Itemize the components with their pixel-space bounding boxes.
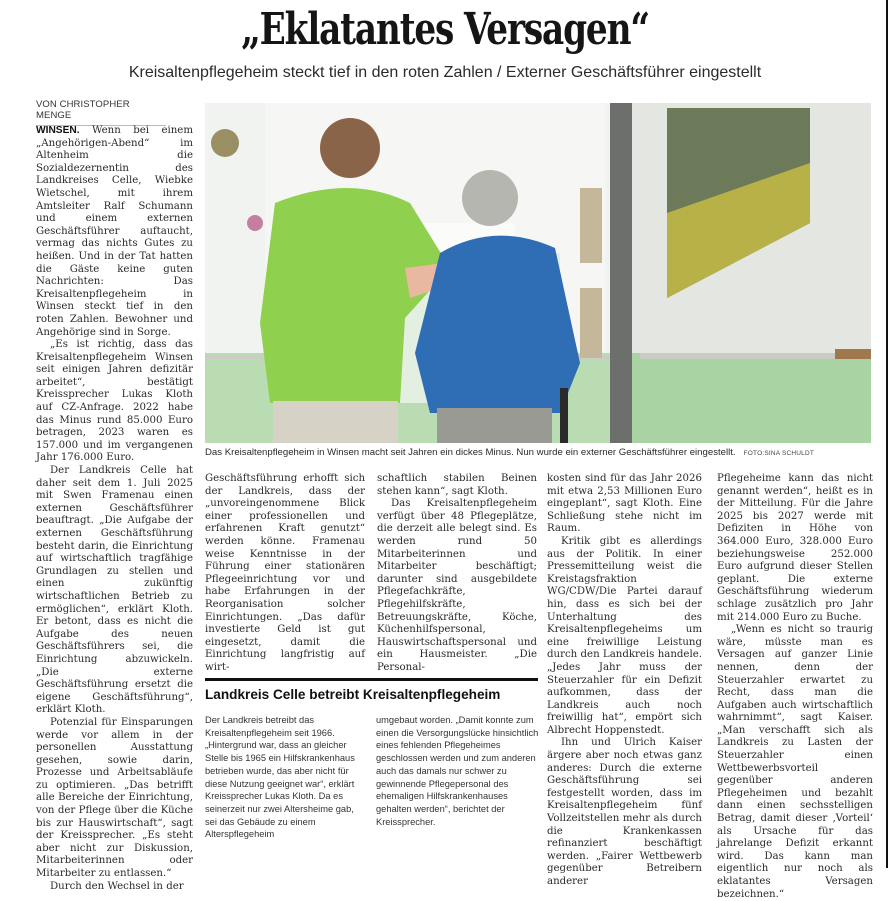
walker <box>560 388 568 443</box>
dateline: WINSEN. <box>36 125 80 136</box>
paragraph: kosten sind für das Jahr 2026 mit etwa 2,53 Millionen Euro eingeplant“, sagt Kloth. Eine Schließung stehe nicht im Raum. <box>547 473 702 535</box>
paragraph: Ihn und Ulrich Kaiser ärgere aber noch etwas ganz anderes: Durch die externe Geschäftsführung sei festgestellt worden, dass im Kreisaltenpflegeheim fünf Vollzeitstellen mehr als durch die Krankenkassen refinanziert beschäftigt werden. „Fairer Wettbewerb gegenüber Betreibern anderer <box>547 737 702 887</box>
paragraph: Der Landkreis betreibt das Kreisaltenpflegeheim seit 1966. „Hintergrund war, dass an gleicher Stelle bis 1965 ein Hilfskrankenhaus betrieben wurde, das aber nicht für diese Nutzung geeignet war“, erklärt Kreissprecher Lukas Kloth. Da es seinerzeit nur zwei Altersheime gab, sei das Gebäude zu einem Alterspflegeheim <box>205 715 355 840</box>
paragraph: „Wenn es nicht so traurig wäre, müsste man es Versagen auf ganzer Linie nennen, denn der Steuerzahler erwartet zu Recht, dass man die Aufgaben auch wirtschaftlich wahrnimmt“, sagt Kaiser. „Man verschafft sich als Landkreis zu Lasten der Steuerzahler einen Wettbewerbsvorteil gegenüber anderen Pflegeheimen und bezahlt dann einen sechsstelligen Betrag, damit dieser ‚Vorteil‘ als Ursache für das jahrelange Defizit erkannt wird. Das kann man eigentlich nur noch als eklatantes Versagen bezeichnen.“ <box>717 624 873 900</box>
nurse-head <box>320 118 380 178</box>
paragraph: Kritik gibt es allerdings aus der Politik. In einer Pressemitteilung weist die Kreistagsfraktion WG/CDW/Die Partei darauf hin, dass es sich bei der Unterhaltung des Kreisaltenpflegeheims um eine freiwillige Leistung durch den Landkreis handele. „Jedes Jahr muss der Steuerzahler für ein Defizit aufkommen, dass der Landkreis auch noch freiwillig hat“, empört sich Albrecht Hoppenstedt. <box>547 535 702 736</box>
resident-head <box>462 170 518 226</box>
article-column-3 <box>377 473 537 675</box>
paragraph: „Es ist richtig, dass das Kreisaltenpflegeheim Winsen seit einigen Jahren defizitär arbeitet“, bestätigt Kreissprecher Lukas Kloth auf CZ-Anfrage. 2022 habe das Minus rund 85.000 Euro betragen, 2023 waren es 157.000 und im vergangenen Jahr 176.000 Euro. <box>36 339 193 464</box>
headline: „Eklatantes Versagen“ <box>241 4 649 55</box>
photo-illustration <box>205 103 871 443</box>
article-column-1 <box>36 125 193 893</box>
infobox-column-2 <box>376 714 540 828</box>
door-frame <box>610 103 632 443</box>
paragraph: Durch den Wechsel in der <box>50 880 184 892</box>
infobox-title: Landkreis Celle betreibt Kreisaltenpflegeheim <box>205 687 501 702</box>
page-edge-rule <box>886 0 888 868</box>
paragraph: schaftlich stabilen Beinen stehen kann“, sagt Kloth. <box>377 473 537 497</box>
article-column-5 <box>717 473 873 901</box>
photo-caption <box>205 446 871 460</box>
infobox-column-1 <box>205 714 367 841</box>
resident-sweater <box>415 236 580 413</box>
paragraph: Geschäftsführung erhofft sich der Landkreis, dass der „unvoreingenommene Blick einer professionellen und erfahrenen Kraft genutzt“ werden könne. Framenau weise Kenntnisse in der Führung einer stationären Pflegeeinrichtung vor und habe Erfahrungen in der Reorganisation solcher Einrichtungen. „Das dafür investierte Geld ist gut eingesetzt, damit die Einrichtung langfristig auf wirt- <box>205 473 365 673</box>
paragraph: Pflegeheime kann das nicht genannt werden“, heißt es in der Mitteilung. Für die Jahre 2025 bis 2027 werde mit Defiziten in Höhe von 364.000 Euro, 328.000 Euro beziehungsweise 252.000 Euro aufgrund dieser Stellen geplant. Die externe Geschäftsführung wiederum schlage zusätzlich pro Jahr mit 214.000 Euro zu Buche. <box>717 473 873 623</box>
paragraph: Der Landkreis Celle hat daher seit dem 1. Juli 2025 mit Swen Framenau einen externen Geschäftsführer beauftragt. „Die Aufgabe der externen Geschäftsführung besteht darin, die Einrichtung auf wirtschaftlich tragfähige Grundlagen zu stellen und einen zukünftig wirtschaftlichen Betrieb zu ermöglichen“, erklärt Kloth. Er betont, dass es nicht die Aufgabe des neuen Geschäftsführers sei, die Einrichtung abzuwickeln. „Die externe Geschäftsführung ersetzt die eigene Geschäftsführung“, erklärt Kloth. <box>36 465 193 716</box>
paragraph: umgebaut worden. „Damit konnte zum einen die Versorgungslücke hinsichtlich eines fehlenden Pflegeheimes geschlossen werden und zum anderen auch das damals nur schwer zu gewinnende Pflegepersonal des ehemaligen Hilfskrankenhauses gehalten werden“, berichtet der Kreissprecher. <box>376 715 539 827</box>
caption-text: Das Kreisaltenpflegeheim in Winsen macht seit Jahren ein dickes Minus. Nun wurde ein externer Geschäftsführer eingestellt. <box>205 447 736 458</box>
photo-credit: FOTO:SINA SCHULDT <box>743 450 815 457</box>
paragraph <box>36 125 193 339</box>
article-column-4 <box>547 473 702 889</box>
article-photo <box>205 103 871 443</box>
infobox-rule <box>205 678 538 681</box>
paragraph: Das Kreisaltenpflegeheim verfügt über 48 Pflegeplätze, die derzeit alle belegt sind. Es werden rund 50 Mitarbeiterinnen und Mitarbeiter beschäftigt; darunter sind ausgebildete Pflegefachkräfte, Pflegehilfskräfte, Betreuungskräfte, Köche, Küchenhilfspersonal, Hauswirtschaftspersonal und ein Hausmeister. „Die Personal- <box>377 498 537 673</box>
subheadline: Kreisaltenpflegeheim steckt tief in den roten Zahlen / Externer Geschäftsführer eingestellt <box>128 64 762 81</box>
article-column-2 <box>205 473 365 675</box>
paragraph: Potenzial für Einsparungen werde vor allem in der personellen Ausstattung gesehen, sowie darin, Prozesse und Arbeitsabläufe zu optimieren. „Das betrifft alle Bereiche der Einrichtung, von der Pflege über die Küche bis zur Hauswirtschaft“, sagt der Kreissprecher. „Es steht aber nicht zur Diskussion, Mitarbeiterinnen oder Mitarbeiter zu entlassen.“ <box>36 716 193 880</box>
byline: VON CHRISTOPHER MENGE <box>36 99 166 126</box>
paragraph-text: Wenn bei einem „Angehörigen-Abend“ im Altenheim die Sozialdezernentin des Landkreises Celle, Wiebke Wietschel, mit ihrem Amtsleiter Ralf Schumann und einem externen Geschäftsführer auftaucht, vermag das nichts Gutes zu heißen. Und in der Tat hatten die Gäste keine guten Nachrichten: Das Kreisaltenpflegeheim in Winsen steckt tief in den roten Zahlen. Bewohner und Angehörige sind in Sorge. <box>36 125 193 338</box>
